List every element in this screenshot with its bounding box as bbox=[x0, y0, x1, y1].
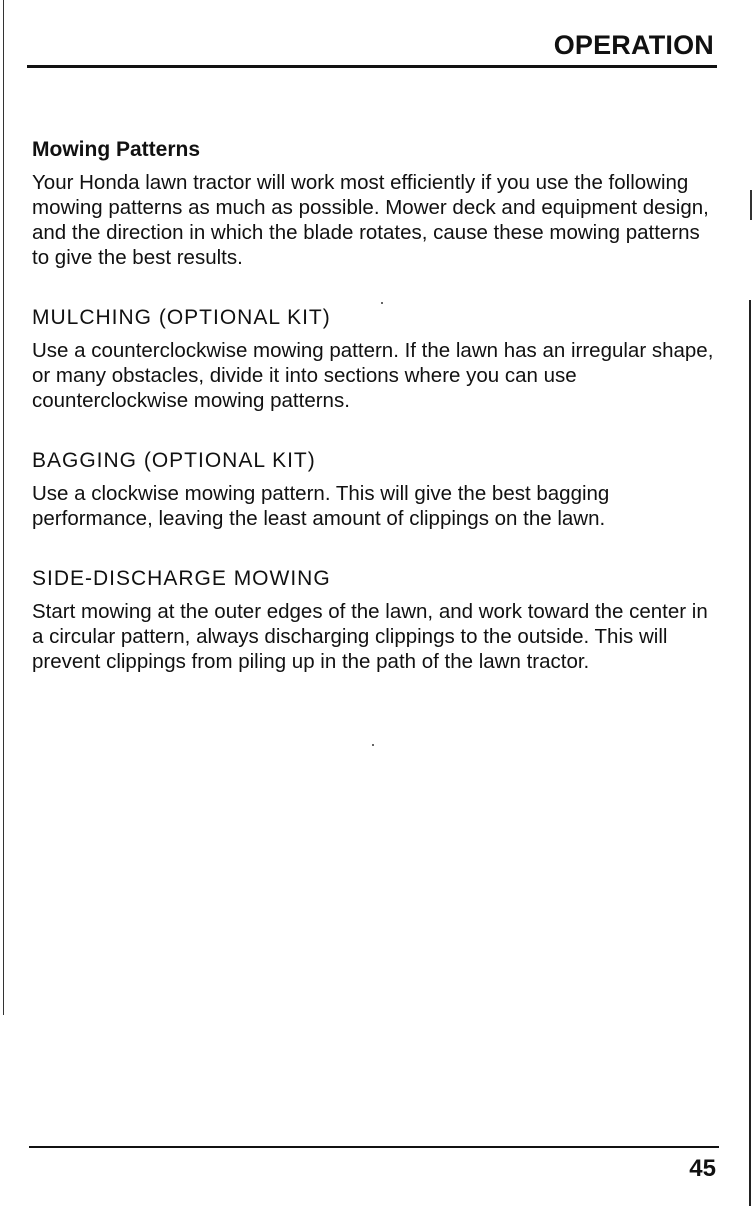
left-margin-line bbox=[3, 0, 4, 1015]
intro-paragraph: Your Honda lawn tractor will work most efficiently if you use the following mowing patterns as much as possible. Mower deck and equipment design, and the direction in which the blade rotates, cause these mowing patterns to give the best results. bbox=[32, 171, 709, 269]
right-margin-line bbox=[749, 300, 751, 1206]
section-title: OPERATION bbox=[553, 30, 714, 60]
section-body: Use a counterclockwise mowing pattern. If the lawn has an irregular shape, or many obstacles, divide it into sections where you can use counterclockwise mowing patterns. bbox=[32, 339, 714, 412]
header-divider bbox=[27, 65, 717, 68]
section-bagging bbox=[32, 449, 722, 531]
scan-speck bbox=[381, 302, 383, 304]
section-heading: MULCHING (OPTIONAL KIT) bbox=[32, 306, 331, 329]
section-side-discharge bbox=[32, 567, 722, 674]
section-body: Use a clockwise mowing pattern. This will give the best bagging performance, leaving the least amount of clippings on the lawn. bbox=[32, 482, 610, 530]
section-mulching bbox=[32, 306, 722, 413]
footer-divider bbox=[29, 1146, 719, 1148]
page-number: 45 bbox=[689, 1155, 716, 1182]
section-heading: BAGGING (OPTIONAL KIT) bbox=[32, 449, 316, 472]
right-margin-mark bbox=[750, 190, 752, 220]
section-heading: SIDE-DISCHARGE MOWING bbox=[32, 567, 331, 590]
page-content bbox=[32, 138, 722, 674]
scan-speck bbox=[372, 744, 374, 746]
page-heading: Mowing Patterns bbox=[32, 138, 201, 161]
section-body: Start mowing at the outer edges of the lawn, and work toward the center in a circular pattern, always discharging clippings to the outside. This will prevent clippings from piling up in the path of the lawn tractor. bbox=[32, 600, 708, 673]
